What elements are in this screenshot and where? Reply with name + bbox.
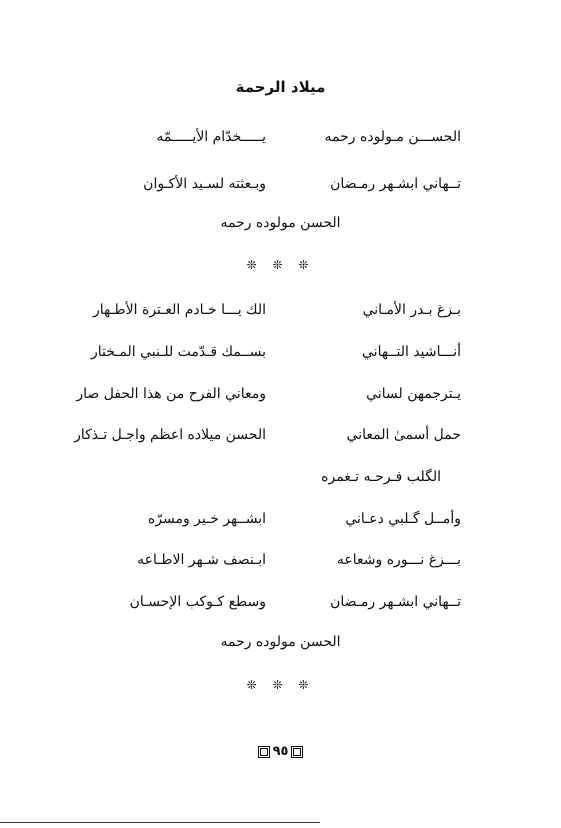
verse-5-second-hemistich: يـترجمهن لساني	[366, 386, 461, 402]
verse-1-second-hemistich: الحســـن مـولوده رحمه	[324, 129, 461, 145]
verse-1-first-hemistich: يـــــخدّام الأيـــــمّه	[156, 129, 266, 145]
poem-title: ميلاد الرحمة	[235, 78, 326, 96]
verse-7-second-hemistich: وأمــل گـلبي دعـاني	[345, 511, 461, 527]
page-number: ٩٥	[272, 744, 289, 759]
page-number-footer	[0, 744, 561, 759]
single-line: الگلب فـرحـه تـغمره	[321, 469, 441, 485]
verse-8-first-hemistich: ابـنصف شـهر الاطـاعه	[137, 552, 266, 568]
verse-6-first-hemistich: الحسن ميلاده اعظم واجـل تـذكار	[74, 427, 266, 443]
verse-8-second-hemistich: بـــزغ نـــوره وشعاعه	[336, 552, 461, 568]
verse-4-second-hemistich: أنـــاشيد التــهاني	[362, 344, 461, 360]
section-divider-stars: ❊ ❊ ❊	[246, 678, 315, 692]
verse-6-second-hemistich: حمل أسمىٰ المعاني	[346, 427, 461, 443]
verse-7-first-hemistich: ابشــهر خـير ومسرّه	[147, 511, 266, 527]
square-ornament-icon	[260, 748, 268, 756]
verse-2-second-hemistich: تــهاني ابشـهر رمـضان	[330, 176, 461, 192]
section-divider-stars: ❊ ❊ ❊	[246, 258, 315, 272]
verse-9-first-hemistich: وسطع كـوكب الإحسـان	[129, 594, 266, 610]
refrain-1: الحسن مولوده رحمه	[220, 215, 341, 231]
verse-2-first-hemistich: وبـعثته لسـيد الأكـوان	[143, 176, 266, 192]
verse-4-first-hemistich: بســمك قـدّمت للـنبي المـختار	[91, 344, 266, 360]
bottom-rule	[0, 822, 320, 823]
verse-3-second-hemistich: بـزغ بـدر الأمـاني	[362, 302, 461, 318]
square-ornament-icon	[293, 748, 301, 756]
verse-3-first-hemistich: الك يـــا خـادم العـترة الأطـهار	[92, 302, 266, 318]
verse-5-first-hemistich: ومعاني الفرح من هذا الحفل صار	[76, 386, 266, 402]
refrain-2: الحسن مولوده رحمه	[220, 634, 341, 650]
verse-9-second-hemistich: تــهاني ابشـهر رمـضان	[330, 594, 461, 610]
